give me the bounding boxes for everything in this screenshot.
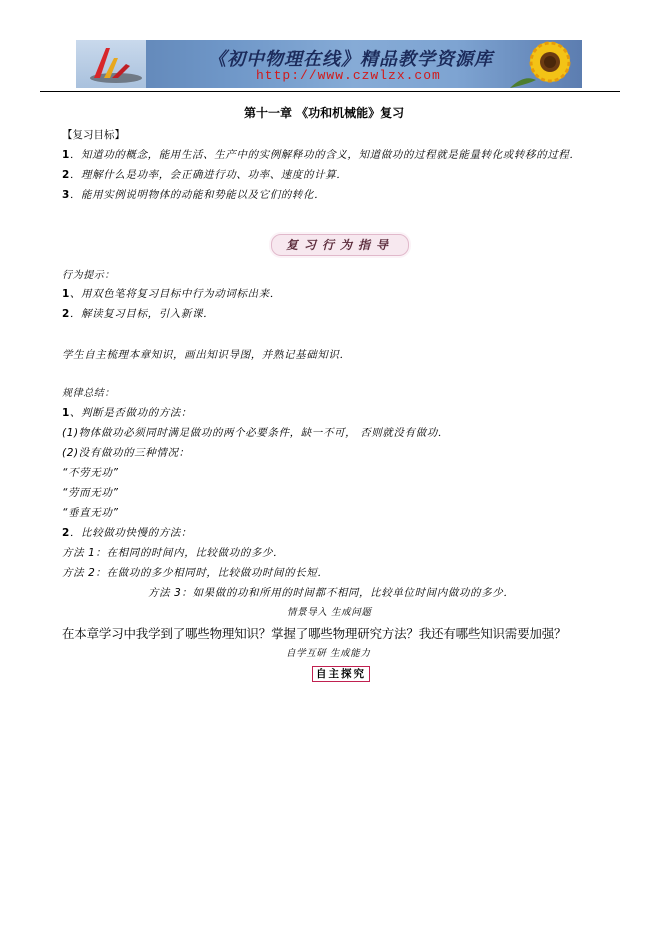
banner-url: http://www.czwlzx.com [256, 68, 441, 83]
logo [76, 40, 146, 88]
logo-icon [76, 40, 146, 88]
behavior-text: 、用双色笔将复习目标中行为动词标出来． [69, 288, 281, 300]
behavior-text: ．解读复习目标，引入新课． [69, 308, 215, 320]
guide-banner: 复习行为指导 [271, 234, 409, 256]
review-question: 在本章学习中我学到了哪些物理知识？掌握了哪些物理研究方法？我还有哪些知识需要加强？ [62, 626, 567, 641]
rules-text: ．比较做功快慢的方法： [69, 527, 193, 539]
objective-item [62, 167, 347, 182]
method-line: 方法 3：如果做的功和所用的时间都不相同，比较单位时间内做功的多少． [148, 587, 515, 599]
objective-num: 1 [62, 149, 70, 161]
banner-title: 《初中物理在线》精品教学资源库 [208, 49, 493, 70]
objective-item [62, 147, 581, 162]
behavior-item [62, 306, 214, 321]
rules-line: “不劳无功” [62, 467, 119, 479]
behavior-item [62, 286, 281, 301]
rules-item [62, 525, 192, 540]
objective-text: ．知道功的概念，能用生活、生产中的实例解释功的含义，知道做功的过程就是能量转化或转移的过程． [69, 149, 581, 161]
rules-num: 2 [62, 527, 70, 539]
rules-heading: 规律总结： [62, 388, 115, 399]
objectives-heading: 【复习目标】 [62, 129, 125, 141]
rules-num: 1 [62, 407, 70, 419]
sunflower-icon [506, 40, 582, 88]
behavior-num: 1 [62, 288, 70, 300]
scene-intro: 情景导入 生成问题 [287, 607, 372, 618]
method-line: 方法 1：在相同的时间内，比较做功的多少． [62, 547, 285, 559]
rules-item [62, 405, 192, 420]
method-line: 方法 2：在做功的多少相同时，比较做功时间的长短． [62, 567, 329, 579]
self-explore-label: 自主探究 [312, 666, 370, 682]
rules-line: (1)物体做功必须同时满足做功的两个必要条件，缺一不可， 否则就没有做功． [62, 427, 449, 439]
objective-text: ．理解什么是功率，会正确进行功、功率、速度的计算． [69, 169, 348, 181]
rules-line: “垂直无功” [62, 507, 119, 519]
rules-line: “劳而无功” [62, 487, 119, 499]
behavior-heading: 行为提示： [62, 270, 115, 281]
objective-text: ．能用实例说明物体的动能和势能以及它们的转化． [69, 189, 326, 201]
objective-num: 2 [62, 169, 70, 181]
self-study: 自学互研 生成能力 [286, 648, 371, 659]
rules-text: 、判断是否做功的方法： [69, 407, 193, 419]
objective-num: 3 [62, 189, 70, 201]
header-rule [40, 91, 620, 92]
header-banner [76, 40, 582, 88]
behavior-note: 学生自主梳理本章知识，画出知识导图，并熟记基础知识． [62, 349, 351, 361]
objective-item [62, 187, 325, 202]
behavior-num: 2 [62, 308, 70, 320]
page-title: 第十一章 《功和机械能》复习 [244, 106, 405, 120]
rules-line: (2)没有做功的三种情况： [62, 447, 190, 459]
